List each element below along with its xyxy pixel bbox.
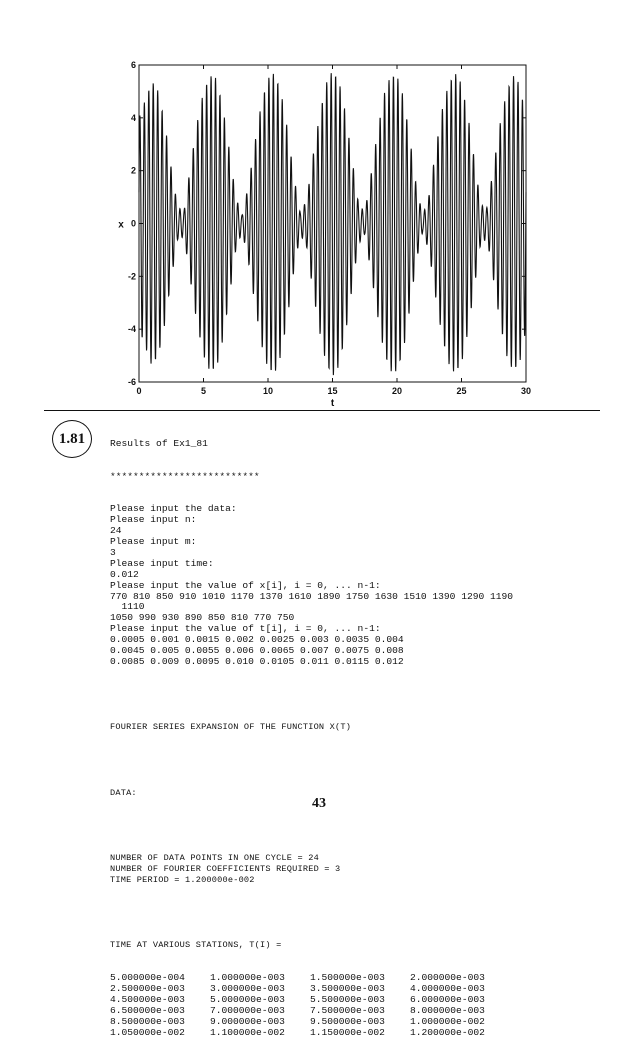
x-tick-label: 0: [136, 386, 142, 396]
station-value: 7.000000e-003: [210, 1004, 285, 1016]
x-axis-label: t: [330, 398, 335, 409]
data-summary-lines: [110, 853, 580, 886]
output-line: 1050 990 930 890 850 810 770 750: [110, 612, 295, 624]
fourier-title: FOURIER SERIES EXPANSION OF THE FUNCTION X(T): [110, 722, 352, 733]
station-value: 1.000000e-003: [210, 972, 285, 984]
stations-row: [110, 1028, 580, 1039]
output-line: 0.0085 0.009 0.0095 0.010 0.0105 0.011 0.0115 0.012: [110, 655, 404, 667]
y-tick-label: 0: [130, 218, 136, 229]
page-number: 43: [312, 796, 326, 811]
input-dialog-lines: [110, 504, 580, 668]
x-tick-label: 5: [200, 386, 207, 396]
summary-line: TIME PERIOD = 1.200000e-002: [110, 875, 255, 886]
results-header: Results of Ex1_81: [110, 437, 208, 449]
station-value: 8.500000e-003: [110, 1015, 185, 1027]
summary-line: NUMBER OF FOURIER COEFFICIENTS REQUIRED = 3: [110, 864, 341, 875]
station-value: 1.000000e-002: [410, 1015, 485, 1027]
output-line: 3: [110, 546, 116, 558]
output-line: Please input time:: [110, 557, 214, 569]
output-line: Please input the data:: [110, 503, 237, 515]
stations-row: [110, 995, 580, 1006]
plot-svg: [0, 0, 638, 412]
data-label: DATA:: [110, 787, 137, 798]
stations-row: [110, 1006, 580, 1017]
line-plot: [0, 0, 638, 412]
stations-title: TIME AT VARIOUS STATIONS, T(I) =: [110, 940, 282, 951]
station-value: 2.500000e-003: [110, 983, 185, 995]
station-value: 3.000000e-003: [210, 983, 285, 995]
output-line: 0.0045 0.005 0.0055 0.006 0.0065 0.007 0.0075 0.008: [110, 645, 404, 657]
station-value: 4.500000e-003: [110, 993, 185, 1005]
y-tick-label: 6: [130, 60, 136, 70]
station-value: 4.000000e-003: [410, 983, 485, 995]
output-line: 770 810 850 910 1010 1170 1370 1610 1890 1750 1630 1510 1390 1290 1190: [110, 590, 514, 602]
station-value: 2.000000e-003: [410, 972, 485, 984]
x-tick-label: 25: [456, 386, 467, 396]
stations-row: [110, 1017, 580, 1028]
station-value: 6.000000e-003: [410, 993, 485, 1005]
station-value: 5.000000e-004: [110, 972, 185, 984]
output-line: 0.012: [110, 568, 139, 580]
y-tick-label: 4: [130, 112, 136, 123]
series-line: [139, 73, 526, 375]
station-value: 5.000000e-003: [210, 993, 285, 1005]
section-divider: [44, 410, 600, 411]
y-axis-label: x: [118, 219, 124, 231]
station-value: 1.200000e-002: [410, 1026, 485, 1038]
station-value: 1.100000e-002: [210, 1026, 285, 1038]
output-line: 24: [110, 525, 122, 537]
example-number-badge: [52, 420, 92, 458]
station-value: 3.500000e-003: [310, 983, 385, 995]
output-line: 0.0005 0.001 0.0015 0.002 0.0025 0.003 0.0035 0.004: [110, 634, 404, 646]
x-tick-label: 10: [262, 386, 274, 396]
station-value: 1.150000e-002: [310, 1026, 385, 1038]
station-value: 5.500000e-003: [310, 993, 385, 1005]
station-value: 9.500000e-003: [310, 1015, 385, 1027]
output-line: Please input the value of x[i], i = 0, ... n-1:: [110, 579, 381, 591]
x-tick-label: 30: [520, 386, 532, 396]
stations-row: [110, 973, 580, 984]
station-value: 6.500000e-003: [110, 1004, 185, 1016]
output-line: Please input n:: [110, 514, 197, 526]
x-tick-label: 20: [391, 386, 403, 396]
output-line: Please input the value of t[i], i = 0, ... n-1:: [110, 623, 381, 635]
program-output-listing: [110, 417, 580, 1050]
y-tick-label: 2: [130, 165, 136, 176]
station-value: 1.500000e-003: [310, 972, 385, 984]
stars-line: **************************: [110, 470, 260, 482]
station-value: 8.000000e-003: [410, 1004, 485, 1016]
summary-line: NUMBER OF DATA POINTS IN ONE CYCLE = 24: [110, 853, 319, 864]
station-value: 7.500000e-003: [310, 1004, 385, 1016]
badge-text: 1.81: [58, 430, 86, 447]
y-tick-label: -2: [127, 271, 136, 282]
output-line: 1110: [110, 601, 145, 613]
stations-row: [110, 984, 580, 995]
output-line: Please input m:: [110, 535, 197, 547]
stations-table: [110, 973, 580, 1038]
y-tick-label: -6: [127, 377, 136, 387]
x-tick-label: 15: [327, 386, 338, 396]
y-tick-label: -4: [127, 324, 136, 335]
station-value: 9.000000e-003: [210, 1015, 285, 1027]
station-value: 1.050000e-002: [110, 1026, 185, 1038]
